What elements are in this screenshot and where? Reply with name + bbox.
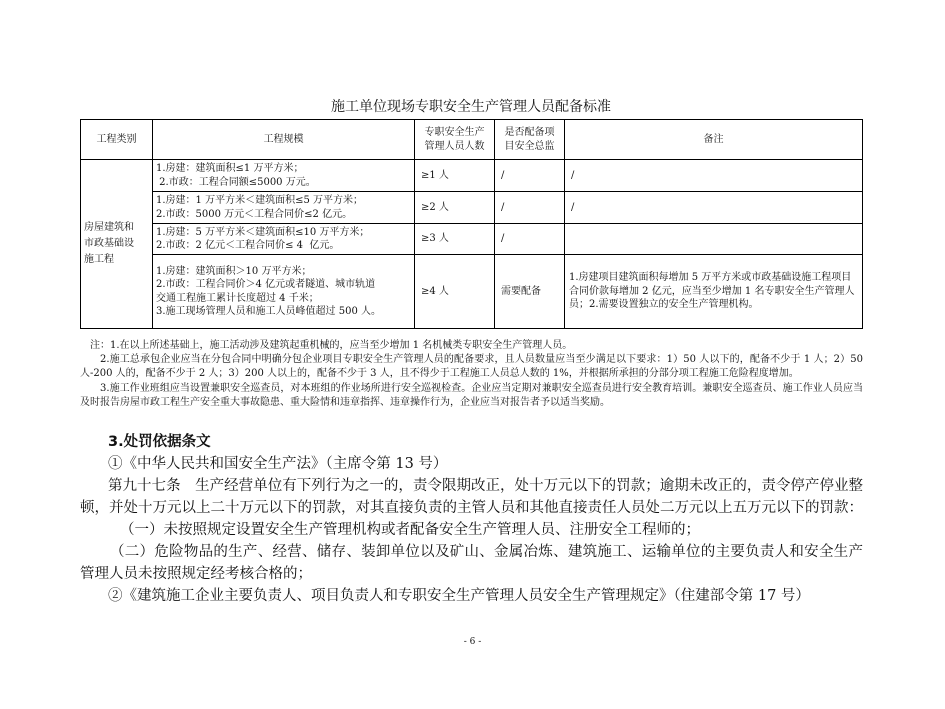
page-number: - 6 - [463,637,482,647]
header-safety-director [495,120,565,160]
note-1: 注：1.在以上所述基础上，施工活动涉及建筑起重机械的，应当至少增加 1 名机械类专职安全生产管理人员。 [90,340,573,351]
header-staff-count [415,120,495,160]
article-item-2: （二）危险物品的生产、经营、储存、装卸单位以及矿山、金属冶炼、建筑施工、运输单位的主要负责人和安全生产管理人员未按照规定经考核合格的； [80,544,863,582]
note-2: 2.施工总承包企业应当在分包合同中明确分包企业项目专职安全生产管理人员的配备要求，且人员数量应当至少满足以下要求：1）50 人以下的，配备不少于 1 人；2）50 人-200 人的，配备不少于 2 人；3）200 人以上的，配备不少于 3 人，且不得少于工程施工人员总人数的 1%，并根据所承担的分部分项工程施工危险程度增加。 [80,354,863,380]
remark-cell [565,255,863,329]
scale-line: 1.房建：建筑面积≤1 万平方米； [156,163,304,174]
scale-line: 1.房建：5 万平方米＜建筑面积≤10 万平方米； [156,226,370,238]
penalty-basis-section [80,431,863,607]
director-cell: / [495,224,565,255]
staff-count-cell: ≥1 人 [415,160,495,192]
scale-line: 2.市政：工程合同额≤5000 万元。 [156,176,316,188]
table-row [81,160,863,192]
scale-line: 1.房建：1 万平方米＜建筑面积≤5 万平方米； [156,195,364,206]
law-citation-1: ①《中华人民共和国安全生产法》（主席令第 13 号） [108,456,448,472]
category-line: 房屋建筑和 [84,222,134,233]
staff-count-cell: ≥4 人 [415,255,495,329]
category-line: 市政基础设 [84,238,134,249]
article-97: 第九十七条 生产经营单位有下列行为之一的，责令限期改正，处十万元以下的罚款；逾期未改正的，责令停产停业整顿，并处十万元以上二十万元以下的罚款，对其直接负责的主管人员和其他直接责任人员处二万元以上五万元以下的罚款： [80,478,863,516]
scale-cell [153,192,415,224]
note-3: 3.施工作业班组应当设置兼职安全巡查员，对本班组的作业场所进行安全巡视检查。企业应当定期对兼职安全巡查员进行安全教育培训。兼职安全巡查员、施工作业人员应当及时报告房屋市政工程生产安全重大事故隐患、重大险情和违章指挥、违章操作行为，企业应当对报告者予以适当奖励。 [80,382,863,408]
remark-cell: / [565,192,863,224]
staffing-standard-table [80,119,863,329]
table-header-row [81,120,863,160]
table-row [81,224,863,255]
remark-cell: / [565,160,863,192]
category-cell [81,160,153,329]
scale-line: 2.市政：5000 万元＜工程合同价≤2 亿元。 [156,208,353,220]
header-director-line2: 目安全总监 [504,140,555,152]
header-director-line1: 是否配备项 [504,127,555,138]
scale-line: 交通工程施工累计长度超过 4 千米； [156,292,319,304]
table-row [81,192,863,224]
table-row [81,255,863,329]
scale-line: 2.市政：工程合同价＞4 亿元或者隧道、城市轨道 [156,279,376,290]
table-title: 施工单位现场专职安全生产管理人员配备标准 [331,99,611,115]
director-cell: / [495,160,565,192]
header-scale: 工程规模 [153,120,415,160]
header-staff-line2: 管理人员人数 [424,140,485,152]
scale-line: 1.房建：建筑面积＞10 万平方米； [156,265,312,277]
header-remark: 备注 [565,120,863,160]
header-category: 工程类别 [81,120,153,160]
director-cell: 需要配备 [495,255,565,329]
article-item-1: （一）未按照规定设置安全生产管理机构或者配备安全生产管理人员、注册安全工程师的； [120,522,700,538]
category-line: 施工程 [84,254,114,265]
scale-line: 3.施工现场管理人员和施工人员峰值超过 500 人。 [156,306,381,317]
scale-cell [153,160,415,192]
law-citation-2: ②《建筑施工企业主要负责人、项目负责人和专职安全生产管理人员安全生产管理规定》（住建部令第 17 号） [108,588,810,604]
scale-cell [153,224,415,255]
staff-count-cell: ≥3 人 [415,224,495,255]
remark-cell [565,224,863,255]
header-staff-line1: 专职安全生产 [424,127,485,138]
director-cell: / [495,192,565,224]
scale-line: 2.市政：2 亿元＜工程合同价≤ 4 亿元。 [156,240,340,251]
section-heading: 3.处罚依据条文 [108,434,211,450]
table-notes [80,339,863,410]
staff-count-cell: ≥2 人 [415,192,495,224]
remark-text: 1.房建项目建筑面积每增加 5 万平方米或市政基础设施工程项目合同价款每增加 2 亿元，应当至少增加 1 名专职安全生产管理人员；2.需要设置独立的安全生产管理机构。 [569,272,855,311]
scale-cell [153,255,415,329]
